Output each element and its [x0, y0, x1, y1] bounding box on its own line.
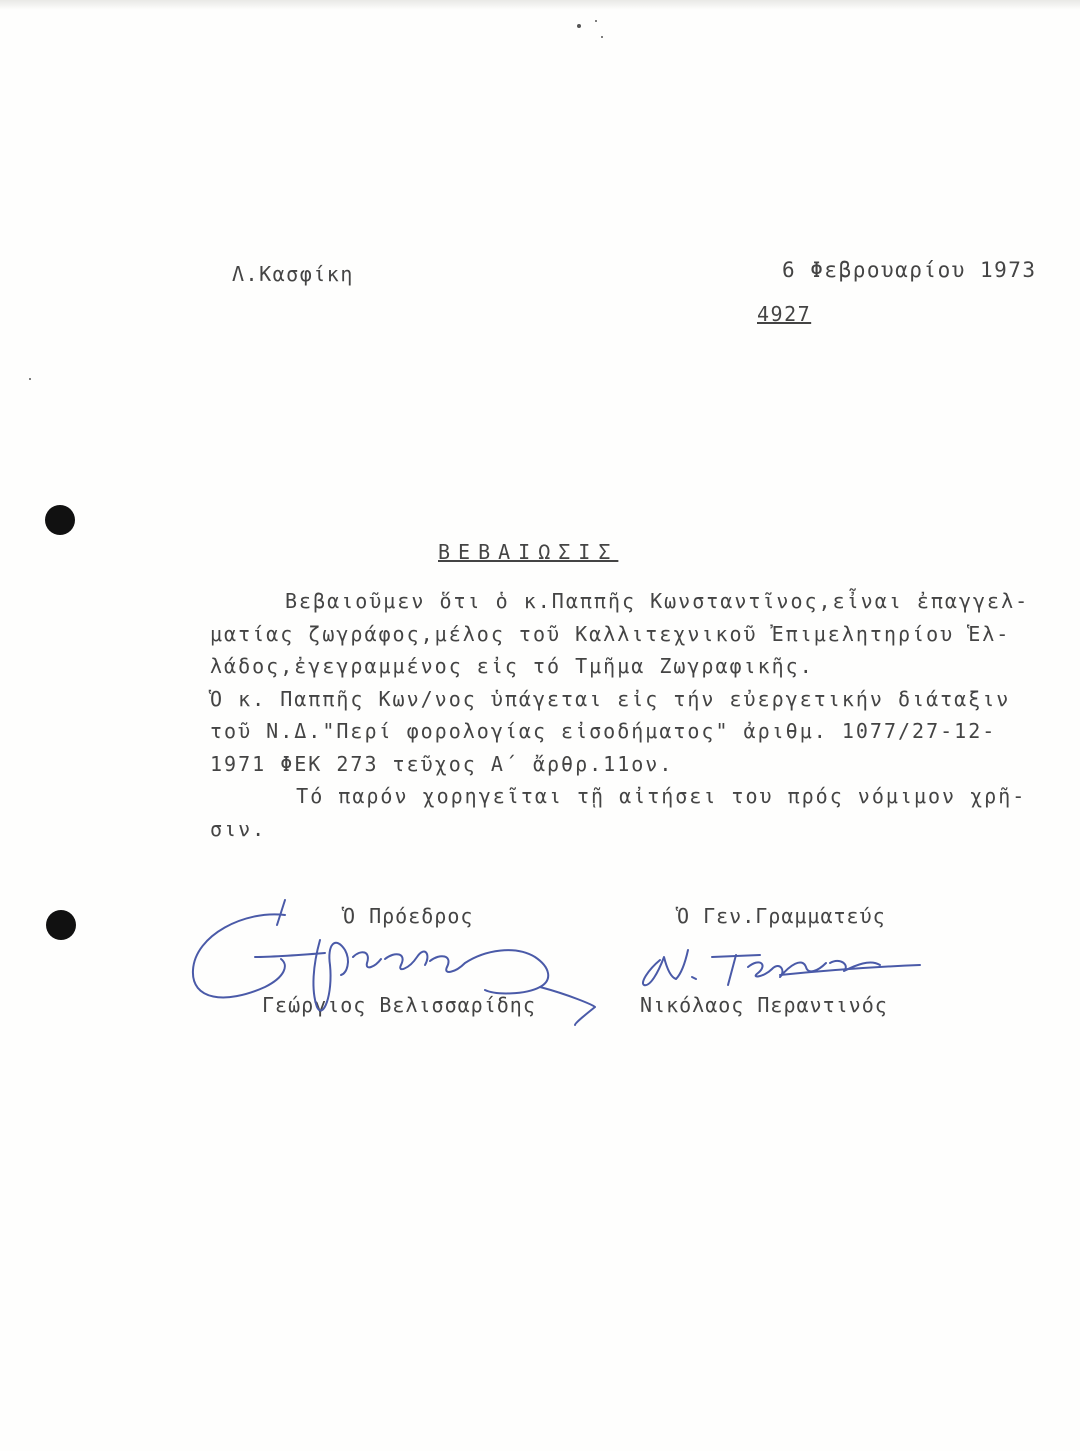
certificate-body — [210, 585, 1030, 845]
body-line: σιν. — [210, 816, 267, 841]
document-date: 6 Φεβρουαρίου 1973 — [782, 258, 1037, 282]
ink-speck — [29, 378, 31, 380]
body-line: 1971 ΦΕΚ 273 τεῦχος Α΄ ἄρθρ.11ον. — [210, 751, 674, 776]
ink-speck — [601, 36, 603, 38]
secretary-general-title: Ὁ Γεν.Γραμματεύς — [677, 904, 886, 928]
ink-speck — [595, 20, 597, 22]
ink-speck — [577, 24, 581, 28]
president-signature — [185, 895, 605, 1030]
sender-name: Λ.Κασφίκη — [232, 262, 354, 286]
president-name: Γεώργιος Βελισσαρίδης — [262, 993, 536, 1017]
body-line: Τό παρόν χορηγεῖται τῇ αἰτήσει του πρός νόμιμον χρῆ- — [240, 784, 1027, 808]
body-line: ματίας ζωγράφος,μέλος τοῦ Καλλιτεχνικοῦ Ἐπιμελητηρίου Ἑλ- — [210, 621, 1011, 646]
president-title: Ὁ Πρόεδρος — [343, 904, 474, 928]
body-line: τοῦ Ν.Δ."Περί φορολογίας εἰσοδήματος" ἀριθμ. 1077/27-12- — [210, 719, 997, 743]
protocol-number: 4927 — [757, 302, 812, 326]
body-line: λάδος,ἐγεγραμμένος εἰς τό Τμῆμα Ζωγραφικῆς. — [210, 654, 814, 678]
scan-edge-shadow — [0, 0, 1080, 10]
secretary-general-signature — [630, 935, 925, 995]
secretary-general-name: Νικόλαος Περαντινός — [640, 993, 888, 1017]
body-line: Ὁ κ. Παππῆς Κων/νος ὑπάγεται εἰς τήν εὐεργετικήν διάταξιν — [210, 686, 1011, 711]
punch-hole — [46, 910, 76, 940]
body-line: Βεβαιοῦμεν ὅτι ὁ κ.Παππῆς Κωνσταντῖνος,εἶναι ἐπαγγελ- — [285, 589, 1030, 613]
punch-hole — [45, 505, 75, 535]
document-title: ΒΕΒΑΙΩΣΙΣ — [438, 540, 619, 564]
